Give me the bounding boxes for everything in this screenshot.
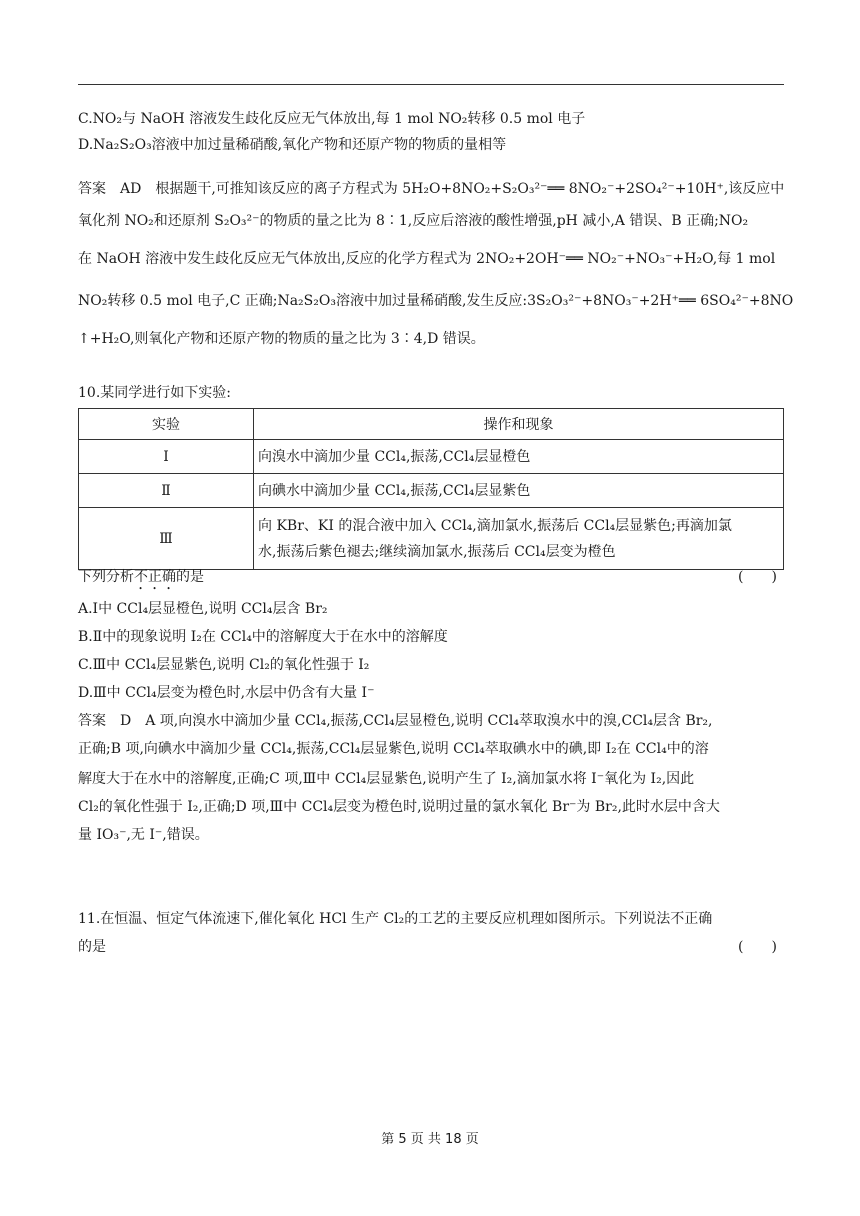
table-header-row	[79, 409, 784, 440]
q10-question-pre: 下列分析	[78, 569, 134, 585]
q10-option-c: C.Ⅲ中 CCl₄层显紫色,说明 Cl₂的氧化性强于 I₂	[78, 657, 370, 673]
q10-question	[78, 568, 204, 593]
table-header-experiment: 实验	[79, 409, 254, 440]
q9-answer-line-2: 氧化剂 NO₂和还原剂 S₂O₃²⁻的物质的量之比为 8∶1,反应后溶液的酸性增强,pH 减小,A 错误、B 正确;NO₂	[78, 213, 749, 229]
table-cell-number: Ⅲ	[79, 508, 254, 570]
q10-answer-line-2: 正确;B 项,向碘水中滴加少量 CCl₄,振荡,CCl₄层显紫色,说明 CCl₄萃取碘水中的碘,即 I₂在 CCl₄中的溶	[78, 741, 709, 757]
q9-answer-line-3: 在 NaOH 溶液中发生歧化反应无气体放出,反应的化学方程式为 2NO₂+2OH⁻══ NO₂⁻+NO₃⁻+H₂O,每 1 mol	[78, 251, 776, 267]
q10-answer-line-3: 解度大于在水中的溶解度,正确;C 项,Ⅲ中 CCl₄层显紫色,说明产生了 I₂,滴加氯水将 I⁻氧化为 I₂,因此	[78, 771, 695, 787]
table-header-operation: 操作和现象	[254, 409, 784, 440]
table-row	[79, 474, 784, 508]
table-row	[79, 508, 784, 570]
q10-answer-line-5: 量 IO₃⁻,无 I⁻,错误。	[78, 827, 209, 843]
table-cell-number: Ⅰ	[79, 440, 254, 474]
page-footer: 第 5 页 共 18 页	[381, 1132, 479, 1147]
q10-option-d: D.Ⅲ中 CCl₄层变为橙色时,水层中仍含有大量 I⁻	[78, 685, 375, 701]
q10-question-emphasis: 不正确	[134, 569, 176, 585]
q10-stem: 10.某同学进行如下实验:	[78, 385, 231, 401]
q9-answer-line-5: ↑+H₂O,则氧化产物和还原产物的物质的量之比为 3∶4,D 错误。	[78, 331, 485, 347]
q9-option-c: C.NO₂与 NaOH 溶液发生歧化反应无气体放出,每 1 mol NO₂转移 0.5 mol 电子	[78, 111, 586, 127]
q11-stem-line-2: 的是	[78, 939, 106, 955]
table-cell-number: Ⅱ	[79, 474, 254, 508]
q11-answer-blank: ( )	[738, 939, 777, 955]
q10-option-b: B.Ⅱ中的现象说明 I₂在 CCl₄中的溶解度大于在水中的溶解度	[78, 629, 448, 645]
q9-answer-line-1: 答案 AD 根据题干,可推知该反应的离子方程式为 5H₂O+8NO₂+S₂O₃²⁻══ 8NO₂⁻+2SO₄²⁻+10H⁺,该反应中	[78, 181, 785, 197]
q10-answer-line-4: Cl₂的氧化性强于 I₂,正确;D 项,Ⅲ中 CCl₄层变为橙色时,说明过量的氯水氧化 Br⁻为 Br₂,此时水层中含大	[78, 799, 720, 815]
q10-question-post: 的是	[176, 569, 204, 585]
q10-option-a: A.Ⅰ中 CCl₄层显橙色,说明 CCl₄层含 Br₂	[78, 601, 328, 617]
table-cell-operation: 向溴水中滴加少量 CCl₄,振荡,CCl₄层显橙色	[254, 440, 784, 474]
experiment-table	[78, 408, 784, 570]
table-cell-operation-line-1: 向 KBr、KI 的混合液中加入 CCl₄,滴加氯水,振荡后 CCl₄层显紫色;再滴加氯	[258, 517, 732, 534]
table-cell-operation: 向碘水中滴加少量 CCl₄,振荡,CCl₄层显紫色	[254, 474, 784, 508]
table-row	[79, 440, 784, 474]
table-cell-operation	[254, 508, 784, 570]
q11-stem-line-1: 11.在恒温、恒定气体流速下,催化氧化 HCl 生产 Cl₂的工艺的主要反应机理如图所示。下列说法不正确	[78, 911, 713, 927]
q9-answer-line-4: NO₂转移 0.5 mol 电子,C 正确;Na₂S₂O₃溶液中加过量稀硝酸,发生反应:3S₂O₃²⁻+8NO₃⁻+2H⁺══ 6SO₄²⁻+8NO	[78, 293, 794, 309]
table-cell-operation-line-2: 水,振荡后紫色褪去;继续滴加氯水,振荡后 CCl₄层变为橙色	[258, 543, 616, 560]
q10-answer-blank: ( )	[738, 569, 777, 585]
q10-answer-line-1: 答案 D A 项,向溴水中滴加少量 CCl₄,振荡,CCl₄层显橙色,说明 CCl₄萃取溴水中的溴,CCl₄层含 Br₂,	[78, 713, 713, 729]
header-rule	[78, 84, 784, 85]
q9-option-d: D.Na₂S₂O₃溶液中加过量稀硝酸,氧化产物和还原产物的物质的量相等	[78, 137, 507, 153]
